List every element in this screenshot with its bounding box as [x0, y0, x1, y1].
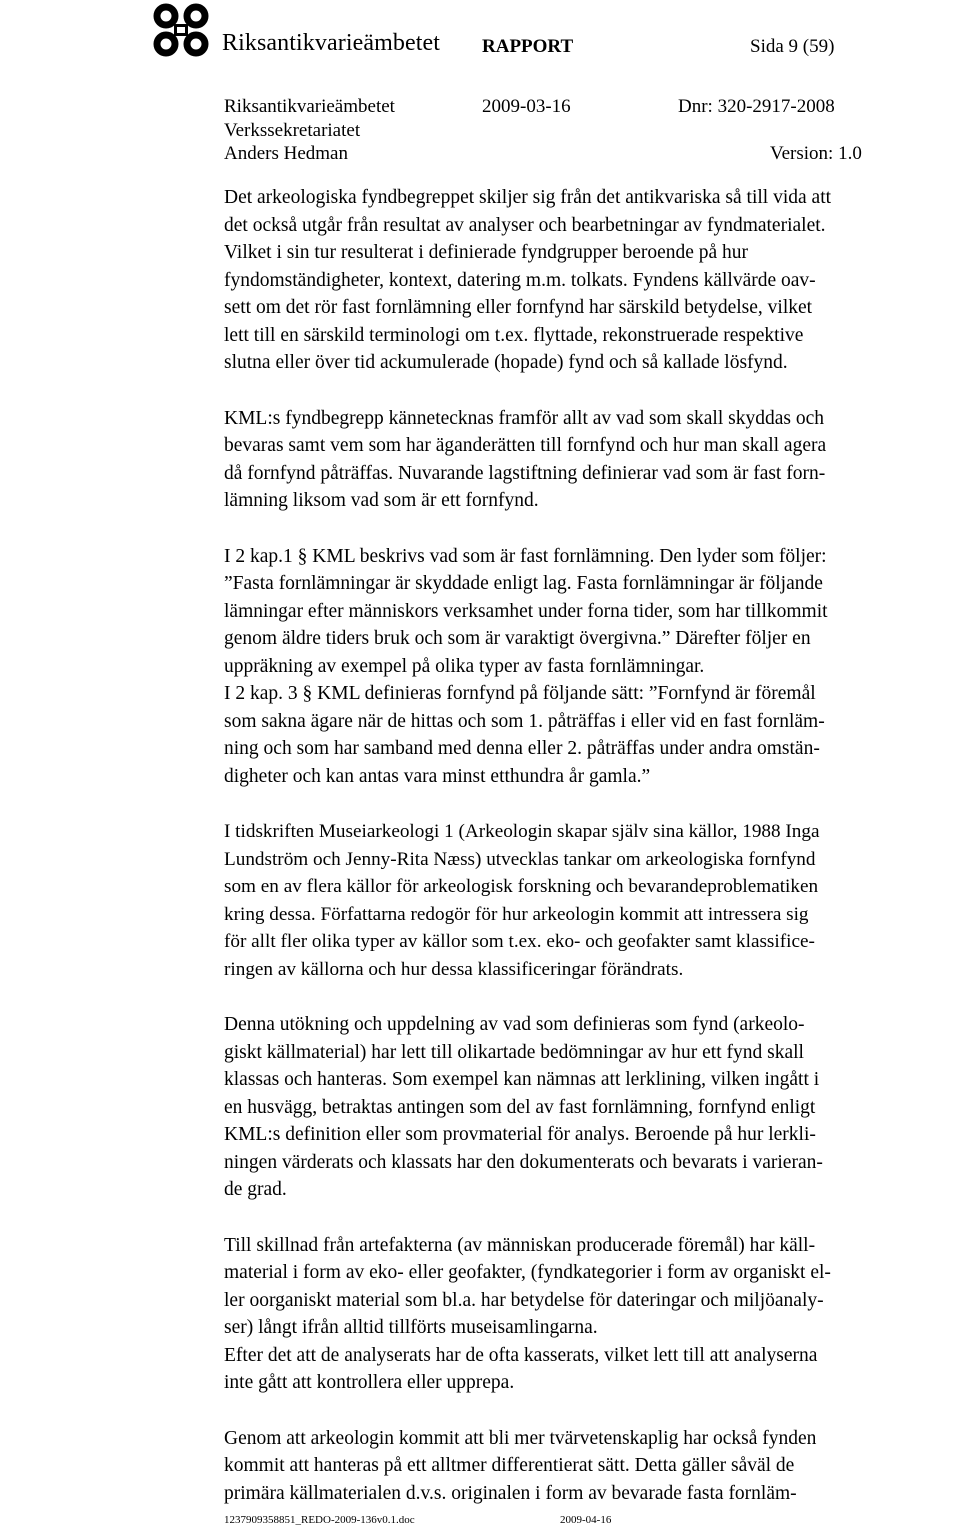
text-line: uppräkning av exempel på olika typer av fasta fornlämningar. — [224, 655, 705, 677]
paragraph — [224, 543, 944, 791]
text-line: kring dessa. Författarna redogör för hur arkeologin kommit att intressera sig — [224, 903, 809, 925]
text-line: en husvägg, betraktas antingen som del av fast fornlämning, fornfynd enligt — [224, 1096, 816, 1118]
meta-dnr: Dnr: 320-2917-2008 — [678, 96, 835, 117]
text-line: I tidskriften Museiarkeologi 1 (Arkeologin skapar själv sina källor, 1988 Inga — [224, 821, 820, 842]
meta-department: Verkssekretariatet — [224, 120, 361, 141]
page-number: Sida 9 (59) — [750, 36, 835, 57]
meta-author: Anders Hedman — [224, 143, 348, 164]
report-label: RAPPORT — [482, 36, 574, 57]
text-line: KML:s definition eller som provmaterial för analys. Beroende på hur lerkli- — [224, 1124, 816, 1145]
text-line: I 2 kap. 3 § KML definieras fornfynd på följande sätt: ”Fornfynd är föremål — [224, 683, 816, 704]
body-text — [224, 184, 944, 1535]
paragraph — [224, 1011, 944, 1204]
paragraph — [224, 184, 944, 377]
text-line: ningen värderats och klassats har den dokumenterats och bevarats i varieran- — [224, 1151, 823, 1173]
text-line: sett om det rör fast fornlämning eller fornfynd har särskild betydelse, vilket — [224, 297, 813, 318]
text-line: I 2 kap.1 § KML beskrivs vad som är fast fornlämning. Den lyder som följer: — [224, 545, 827, 567]
text-line: som sakna ägare när de hittas och som 1. påträffas i eller vid en fast fornläm- — [224, 710, 825, 732]
text-line: de grad. — [224, 1179, 287, 1200]
text-line: giskt källmaterial) har lett till olikartade bedömningar av hur ett fynd skall — [224, 1041, 804, 1063]
paragraph — [224, 1232, 944, 1397]
text-line: bevaras samt vem som har äganderätten till fornfynd och hur man skall agera — [224, 435, 827, 456]
text-line: kommit att hanteras på ett alltmer differentierat sätt. Detta gäller såväl de — [224, 1455, 795, 1476]
text-line: lämningar efter människors verksamhet under forna tider, som har tillkommit — [224, 600, 828, 622]
text-line: genom äldre tiders bruk och som är varaktigt övergivna.” Därefter följer en — [224, 628, 811, 649]
text-line: Genom att arkeologin kommit att bli mer tvärvetenskaplig har också fynden — [224, 1427, 817, 1449]
meta-date: 2009-03-16 — [482, 96, 571, 117]
text-line: då fornfynd påträffas. Nuvarande lagstiftning definierar vad som är fast forn- — [224, 462, 826, 484]
text-line: ”Fasta fornlämningar är skyddade enligt lag. Fasta fornlämningar är följande — [224, 573, 823, 594]
text-line: Vilket i sin tur resulterat i definierade fyndgrupper beroende på hur — [224, 242, 749, 263]
text-line: slutna eller över tid ackumulerade (hopade) fynd och så kallade lösfynd. — [224, 352, 788, 373]
paragraph — [224, 818, 944, 983]
text-line: klassas och hanteras. Som exempel kan nämnas att lerklining, vilken ingått i — [224, 1069, 820, 1090]
text-line: Lundström och Jenny-Rita Næss) utvecklas tankar om arkeologiska fornfynd — [224, 848, 816, 870]
text-line: det också utgår från resultat av analyser och bearbetningar av fyndmaterialet. — [224, 214, 826, 236]
text-line: fyndomständigheter, kontext, datering m.m. tolkats. Fyndens källvärde oav- — [224, 269, 816, 291]
text-line: Det arkeologiska fyndbegreppet skiljer sig från det antikvariska så till vida att — [224, 187, 832, 208]
text-line: digheter och kan antas vara minst etthundra år gamla.” — [224, 765, 651, 787]
text-line: ning och som har samband med denna eller 2. påträffas under andra omstän- — [224, 738, 820, 759]
meta-org: Riksantikvarieämbetet — [224, 96, 395, 117]
text-line: primära källmaterialen d.v.s. originalen i form av bevarade fasta fornläm- — [224, 1482, 797, 1504]
text-line: inte gått att kontrollera eller upprepa. — [224, 1372, 515, 1393]
text-line: lämning liksom vad som är ett fornfynd. — [224, 490, 539, 511]
text-line: ringen av källorna och hur dessa klassificeringar förändrats. — [224, 958, 684, 980]
raa-knot-logo-icon — [150, 2, 212, 58]
text-line: lett till en särskild terminologi om t.ex. flyttade, rekonstruerade respektive — [224, 324, 804, 346]
paragraph — [224, 1425, 944, 1508]
text-line: material i form av eko- eller geofakter, (fyndkategorier i form av organiskt el- — [224, 1262, 831, 1283]
text-line: ler oorganiskt material som bl.a. har betydelse för dateringar och miljöanaly- — [224, 1289, 824, 1311]
text-line: Efter det att de analyserats har de ofta kasserats, vilket lett till att analyserna — [224, 1344, 818, 1366]
meta-version: Version: 1.0 — [770, 143, 862, 164]
text-line: ser) långt ifrån alltid tillförts museisamlingarna. — [224, 1317, 598, 1338]
text-line: för allt fler olika typer av källor som t.ex. eko- och geofakter samt klassifice- — [224, 931, 815, 952]
paragraph — [224, 405, 944, 515]
text-line: Denna utökning och uppdelning av vad som definieras som fynd (arkeolo- — [224, 1014, 805, 1035]
text-line: som en av flera källor för arkeologisk forskning och bevarandeproblematiken — [224, 876, 819, 897]
footer-doc-name: 1237909358851_REDO-2009-136v0.1.doc — [224, 1514, 415, 1526]
text-line: KML:s fyndbegrepp kännetecknas framför allt av vad som skall skyddas och — [224, 407, 825, 429]
footer-date: 2009-04-16 — [560, 1514, 612, 1526]
text-line: Till skillnad från artefakterna (av människan producerade föremål) har käll- — [224, 1234, 816, 1256]
org-logo-text: Riksantikvarieämbetet — [222, 30, 441, 56]
